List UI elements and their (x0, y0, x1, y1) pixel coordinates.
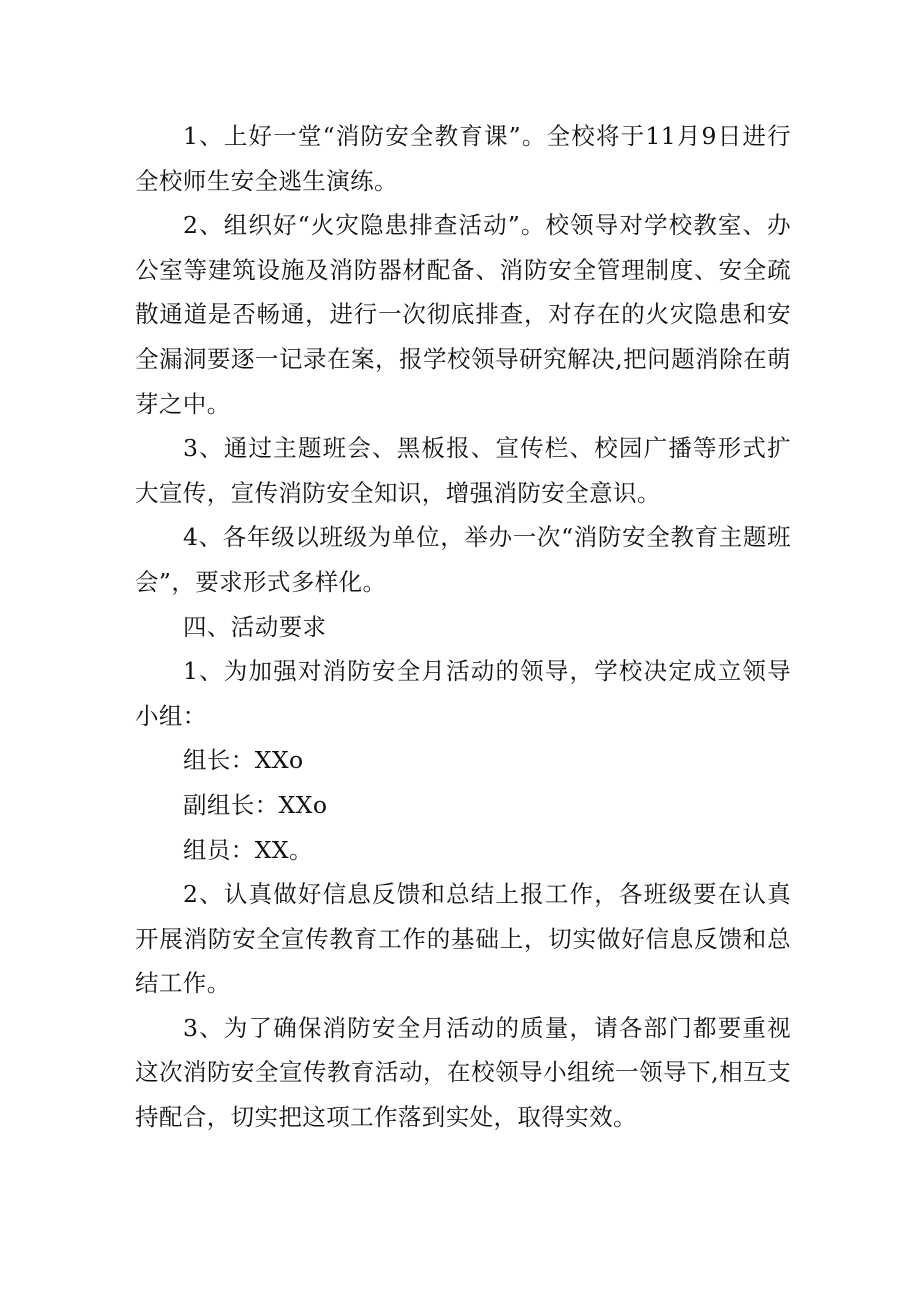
member-line: 组员：XX。 (183, 835, 313, 864)
paragraph-requirement-2: 2、认真做好信息反馈和总结上报工作，各班级要在认真开展消防安全宣传教育工作的基础上，切实做好信息反馈和总结工作。 (135, 880, 791, 998)
document-body (135, 114, 791, 1140)
paragraph-activity-1: 1、上好一堂“消防安全教育课”。全校将于11月9日进行全校师生安全逃生演练。 (135, 122, 791, 195)
section-heading-requirements: 四、活动要求 (183, 612, 327, 641)
paragraph-activity-3: 3、通过主题班会、黑板报、宣传栏、校园广播等形式扩大宣传，宣传消防安全知识，增强消防安全意识。 (135, 434, 791, 507)
paragraph-requirement-1: 1、为加强对消防安全月活动的领导，学校决定成立领导小组： (135, 657, 791, 730)
deputy-leader-line: 副组长：XXo (183, 790, 328, 819)
leader-line: 组长：XXo (183, 746, 304, 775)
paragraph-activity-4: 4、各年级以班级为单位，举办一次“消防安全教育主题班会”，要求形式多样化。 (135, 523, 791, 596)
paragraph-activity-2: 2、组织好“火灾隐患排查活动”。校领导对学校教室、办公室等建筑设施及消防器材配备、消防安全管理制度、安全疏散通道是否畅通，进行一次彻底排查，对存在的火灾隐患和安全漏洞要逐一记录在案，报学校领导研究解决,把问题消除在萌芽之中。 (135, 211, 791, 418)
paragraph-requirement-3: 3、为了确保消防安全月活动的质量，请各部门都要重视这次消防安全宣传教育活动，在校领导小组统一领导下,相互支持配合，切实把这项工作落到实处，取得实效。 (135, 1013, 791, 1132)
